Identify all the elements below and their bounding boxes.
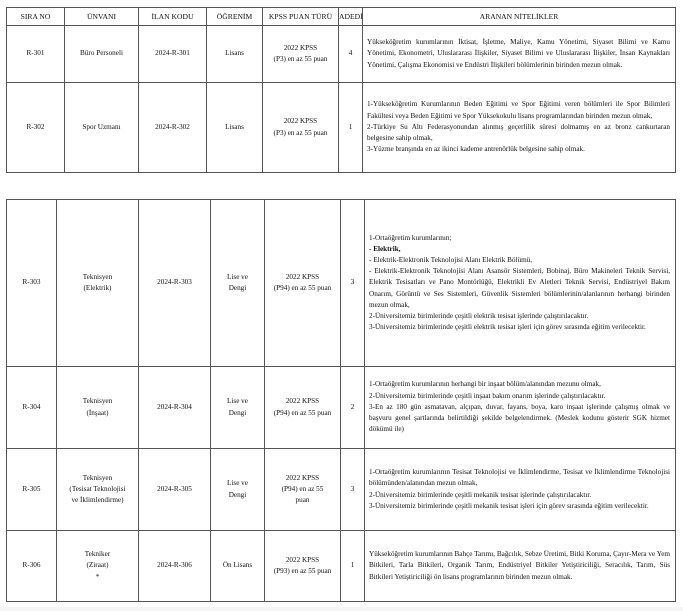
kpss-line: (P3) en az 55 puan	[273, 55, 328, 63]
table-row	[7, 83, 676, 173]
row-ogrenim	[211, 367, 265, 449]
kpss-line: 2022 KPSS	[285, 473, 320, 482]
row-unvan: Spor Uzmanı	[65, 83, 139, 173]
unvan-line: Teknisyen	[82, 397, 113, 406]
ogrenim-line: Dengi	[228, 408, 247, 417]
row-ilan-kodu: 2024-R-304	[139, 367, 211, 449]
row-unvan	[57, 200, 139, 367]
row-adet: 4	[339, 26, 363, 83]
kpss-line: 2022 KPSS	[285, 272, 320, 281]
requirement-text: - Elektrik-Elektronik Teknolojisi Alanı Elektrik Bölümü,	[369, 255, 533, 264]
requirement-text: Yükseköğretim kurumlarının Bahçe Tarımı, Bağcılık, Sebze Üretimi, Bitki Koruma, Çayır-Mera ve Yem Bitkileri, Tarla Bitkileri, Organik Tarım, Endüstriyel Bitkiler Yetiştiriciliği, Seracılık, Tarım, Süs Bitkileri Yetiştiriciliği ön lisans programlarının birinden mezun olmak.	[369, 550, 670, 581]
kpss-line: 2022 KPSS	[285, 555, 320, 564]
ogrenim-line: Ön Lisans	[222, 561, 253, 570]
row-ilan-kodu: 2024-R-303	[139, 200, 211, 367]
row-kpss	[263, 26, 339, 83]
ogrenim-line: Lise ve	[227, 397, 248, 406]
table-row	[7, 200, 676, 367]
row-unvan	[57, 367, 139, 449]
row-ogrenim: Lisans	[207, 26, 263, 83]
kpss-line: (P3) en az 55 puan	[273, 128, 328, 137]
requirement-text: 2-Üniversitemiz birimlerinde çeşitli inşaat bakım onarım işlerinde çalıştırılacaktır.	[369, 391, 606, 400]
table-row	[7, 531, 676, 602]
kpss-line: 2022 KPSS	[283, 117, 318, 126]
kpss-line: 2022 KPSS	[285, 397, 320, 406]
row-kpss	[265, 367, 341, 449]
row-requirements	[363, 26, 676, 83]
row-kpss	[265, 531, 341, 602]
ogrenim-line: Dengi	[228, 490, 247, 499]
kpss-line: (P94) en az 55	[281, 484, 324, 493]
header-row	[7, 8, 676, 26]
ogrenim-line: Lise ve	[227, 479, 248, 488]
unvan-line: (Tesisat Teknolojisi	[69, 484, 126, 493]
row-kpss	[265, 449, 341, 531]
requirement-text: 2-Üniversitemiz birimlerinde çeşitli elektrik tesisat işlerinde çalıştırılacaktır.	[369, 312, 589, 320]
row-sira: R-302	[7, 83, 65, 173]
table-row	[7, 367, 676, 449]
kpss-line: 2022 KPSS	[283, 43, 318, 52]
row-unvan: Büro Personeli	[65, 26, 139, 83]
row-adet: 3	[341, 200, 365, 367]
row-sira: R-304	[7, 367, 57, 449]
row-kpss	[263, 83, 339, 173]
row-ogrenim: Lisans	[207, 83, 263, 173]
unvan-line: Tekniker	[84, 550, 111, 559]
row-ilan-kodu: 2024-R-305	[139, 449, 211, 531]
row-adet: 2	[341, 367, 365, 449]
row-requirements	[365, 449, 676, 531]
unvan-line: Teknisyen	[82, 473, 113, 482]
row-requirements	[365, 367, 676, 449]
header-ilan-kodu: İLAN KODU	[139, 8, 207, 26]
row-requirements	[365, 531, 676, 602]
kpss-line: (P93) en az 55 puan	[273, 567, 332, 575]
row-unvan	[57, 531, 139, 602]
kpss-line: (P94) en az 55 puan	[273, 408, 332, 417]
row-sira: R-301	[7, 26, 65, 83]
ogrenim-line: Lise ve	[227, 272, 248, 281]
row-adet: 3	[341, 449, 365, 531]
requirement-text: 2-Türkiye Su Altı Federasyonundan alınmış geçerlilik süresi dolmamış en az bronz cankurtaran belgesine sahip olmak,	[367, 122, 670, 143]
requirement-text: 1-Ortaöğretim kurumlarının;	[369, 233, 452, 242]
unvan-line: ve İklimlendirme)	[71, 496, 124, 505]
row-ilan-kodu: 2024-R-306	[139, 531, 211, 602]
requirement-text: 1-Yükseköğretim Kurumlarının Beden Eğitimi ve Spor Eğitimi veren bölümleri ile Spor Bilimleri Fakültesi veya Beden Eğitimi ve Spor Yüksekokulu lisans programlarından birinden mezun olmak,	[367, 100, 670, 120]
row-kpss	[265, 200, 341, 367]
requirement-text: - Elektrik,	[369, 244, 401, 253]
requirement-text: 3-Üniversitemiz birimlerinde çeşitli elektrik tesisat işleri için görev sırasında eğitim verilecektir.	[369, 323, 646, 332]
row-unvan	[57, 449, 139, 531]
requirement-text: 2-Üniversitemiz birimlerinde çeşitli mekanik tesisat işlerinde çalıştırılacaktır.	[369, 490, 592, 499]
header-aranan: ARANAN NİTELİKLER	[363, 8, 676, 26]
row-requirements	[365, 200, 676, 367]
kpss-line: (P94) en az 55 puan	[273, 284, 332, 292]
unvan-line: *	[95, 572, 100, 581]
header-ogrenim: ÖĞRENİM	[207, 8, 263, 26]
header-sira-no: SIRA NO	[7, 8, 65, 26]
row-ilan-kodu: 2024-R-302	[139, 83, 207, 173]
row-ogrenim	[211, 200, 265, 367]
table-row	[7, 26, 676, 83]
row-ogrenim	[211, 531, 265, 602]
header-adedi: ADEDİ	[339, 8, 363, 26]
row-adet: 1	[341, 531, 365, 602]
row-ogrenim	[211, 449, 265, 531]
unvan-line: (Elektrik)	[83, 284, 112, 292]
row-adet: 1	[339, 83, 363, 173]
requirement-text: Yükseköğretim kurumlarının İktisat, İşletme, Maliye, Kamu Yönetimi, Siyaset Bilimi ve Kamu Yönetimi, Ekonometri, Uluslararası İlişkiler, Siyaset Bilimi ve Uluslararası İlişkiler, İnsan Kaynakları Yönetimi, Çalışma Ekonomisi ve Endüstri İlişkileri bölümlerinin birinden mezun olmak.	[367, 38, 670, 69]
positions-table-2	[6, 199, 676, 602]
row-sira: R-306	[7, 531, 57, 602]
requirement-text: 1-Ortaöğretim kurumlarının herhangi bir inşaat bölüm/alanından mezunu olmak,	[369, 380, 601, 389]
requirement-text: 1-Ortaöğretim kurumlarının Tesisat Teknolojisi ve İklimlendirme, Tesisat ve İklimlendirme Teknolojisi bölümünden/alanından mezun olmak,	[369, 468, 670, 488]
requirement-text: 3-En az 180 gün asmatavan, alçıpan, duvar, fayans, boya, karo inşaat işlerinde çalışmış olmak ve başvuru genel şartlarında belirtildiği şekilde belgelendirmek. (Meslek kodunu gösterir SGK hizmet dökümü ile)	[369, 402, 670, 434]
page-bottom-strip	[0, 607, 683, 611]
header-unvani: ÜNVANI	[65, 8, 139, 26]
requirement-text: 3-Üniversitemiz birimlerinde çeşitli mekanik tesisat işleri için görev sırasında eğitim verilecektir.	[369, 501, 649, 510]
table-row	[7, 449, 676, 531]
row-sira: R-303	[7, 200, 57, 367]
row-ilan-kodu: 2024-R-301	[139, 26, 207, 83]
positions-table-1	[6, 7, 676, 173]
row-sira: R-305	[7, 449, 57, 531]
row-requirements	[363, 83, 676, 173]
header-kpss: KPSS PUAN TÜRÜ	[263, 8, 339, 26]
requirement-text: 3-Yüzme branşında en az ikinci kademe antrenörlük belgesine sahip olmak.	[367, 145, 585, 154]
unvan-line: (İnşaat)	[86, 408, 109, 417]
kpss-line: puan	[295, 496, 310, 505]
unvan-line: (Ziraat)	[86, 561, 109, 570]
unvan-line: Teknisyen	[82, 272, 113, 281]
ogrenim-line: Dengi	[228, 284, 247, 292]
requirement-text: - Elektrik-Elektronik Teknolojisi Alanı Asansör Sistemleri, Bobinaj, Büro Makineleri Teknik Servisi, Elektrik Tesisatları ve Pano Montörlüğü, Elektrikli Ev Aletleri Teknik Servisi, Endüstriyel Bakım Onarım, Görüntü ve Ses Sistemleri, Güvenlik Sistemleri bölümlerinin/alanlarının herhangi birinden mezun olmak,	[369, 267, 670, 309]
